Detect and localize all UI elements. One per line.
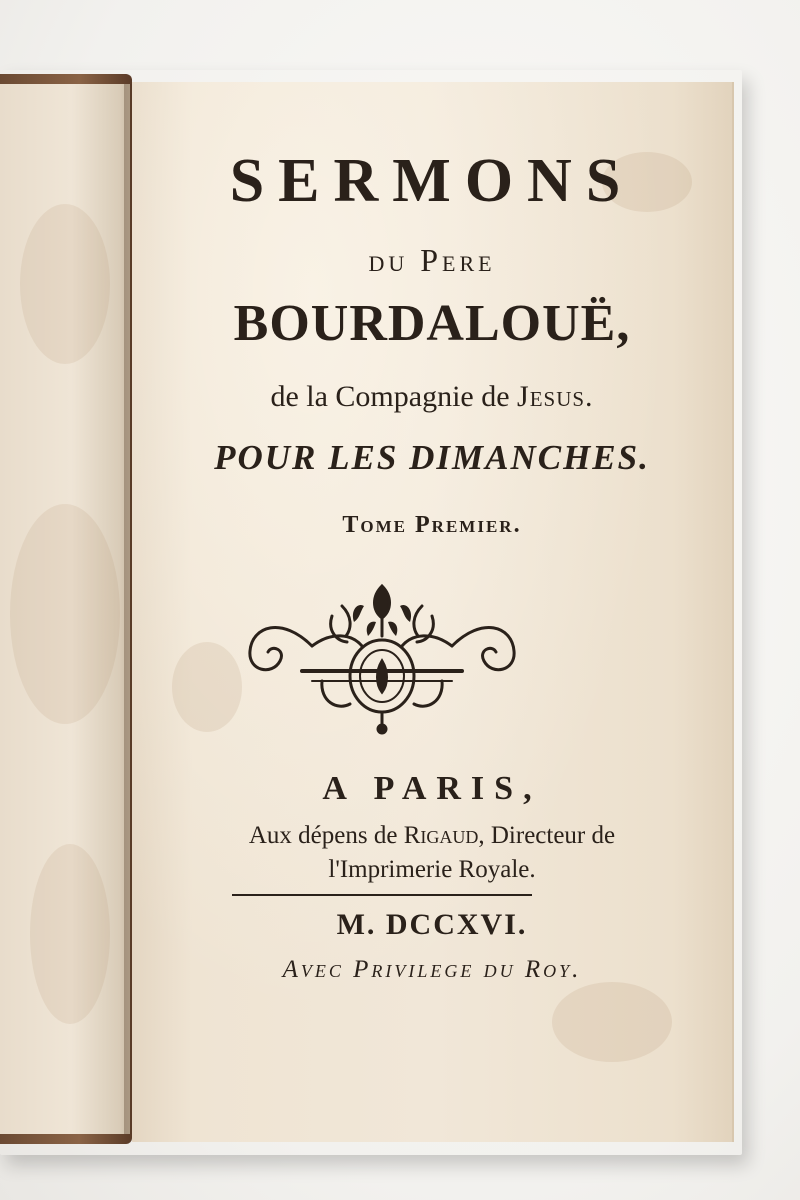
imprint-city: A PARIS,	[322, 770, 542, 807]
title-sermons: SERMONS	[229, 147, 635, 215]
company-name: Jesus.	[517, 380, 594, 413]
subtitle-dimanches: POUR LES DIMANCHES.	[214, 438, 650, 477]
publisher-suffix: , Directeur de	[478, 822, 616, 849]
publisher-name: Rigaud	[403, 822, 479, 849]
imprint-divider	[232, 894, 532, 896]
imprint-year: M. DCCXVI.	[336, 908, 528, 941]
imprint-press: l'Imprimerie Royale.	[328, 856, 536, 883]
fleuron-ornament-icon	[242, 576, 522, 736]
title-page	[132, 82, 734, 1142]
title-du-pere: du Pere	[368, 242, 496, 278]
volume-label: Tome Premier.	[342, 512, 522, 538]
imprint-publisher	[132, 822, 732, 850]
publisher-prefix: Aux dépens de	[248, 822, 398, 849]
left-page	[0, 84, 130, 1134]
company-prefix: de la Compagnie de	[270, 380, 510, 413]
company-line	[132, 380, 732, 414]
author-name: BOURDALOUË,	[233, 295, 631, 352]
title-page-text	[132, 82, 732, 1142]
royal-privilege: Avec Privilege du Roy.	[282, 956, 582, 983]
